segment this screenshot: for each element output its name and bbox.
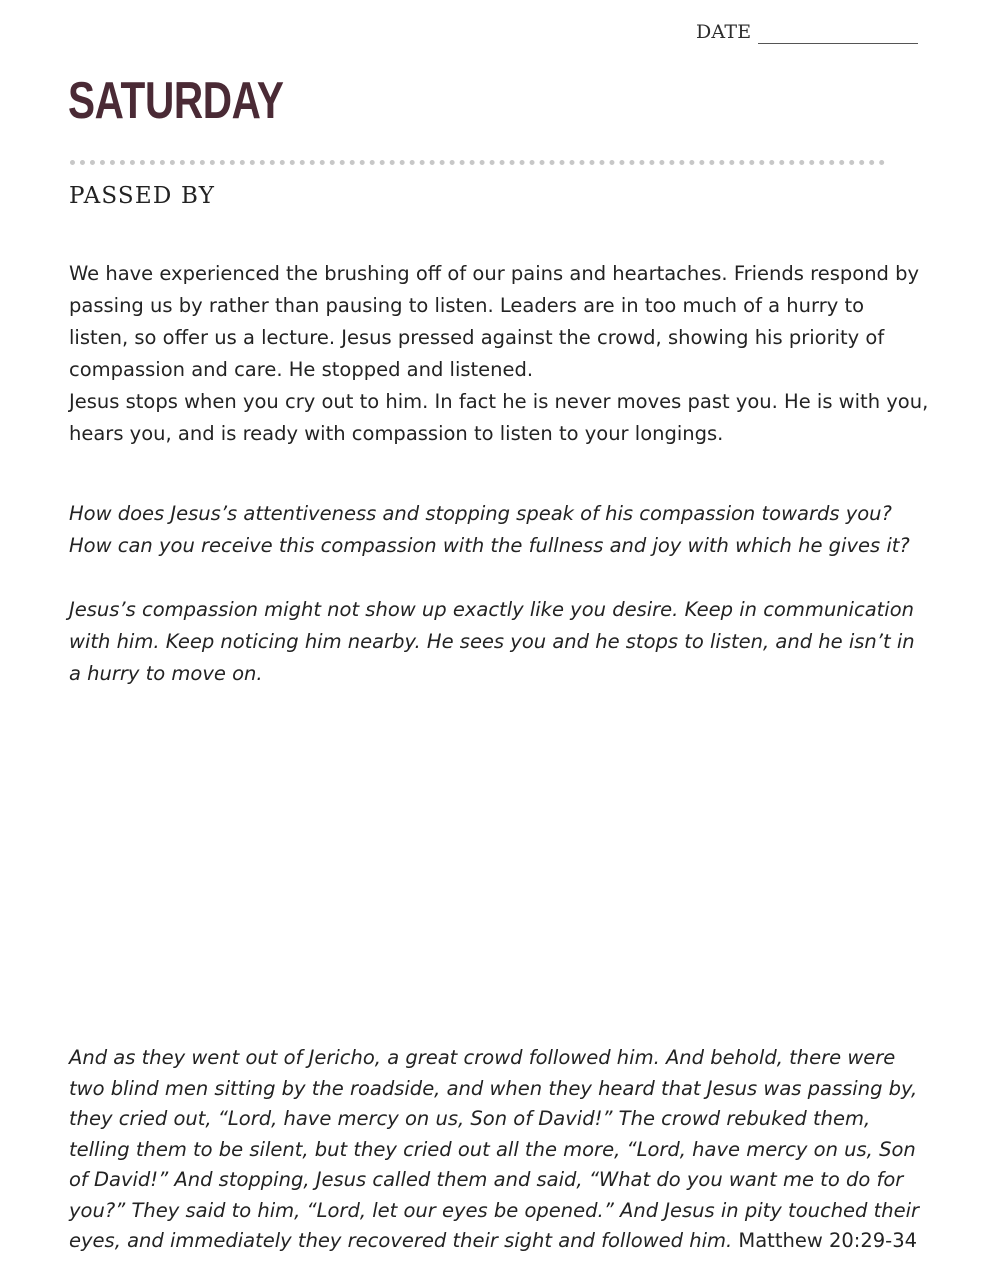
scripture-passage <box>69 1043 929 1257</box>
section-title: PASSED BY <box>69 183 216 209</box>
scripture-text: And as they went out of Jericho, a great crowd followed him. And behold, there were two blind men sitting by the roadside, and when they heard that Jesus was passing by, they cried out, “Lord, have mercy on us, Son of David!” The crowd rebuked them, telling them to be silent, but they cried out all the more, “Lord, have mercy on us, Son of David!” And stopping, Jesus called them and said, “What do you want me to do for you?” They said to him, “Lord, let our eyes be opened.” And Jesus in pity touched their eyes, and immediately they recovered their sight and followed him. <box>69 1046 920 1252</box>
reflection-question-1: How does Jesus’s attentiveness and stopping speak of his compassion towards you? <box>69 502 892 525</box>
date-field[interactable] <box>696 18 918 44</box>
reflection-note: Jesus’s compassion might not show up exactly like you desire. Keep in communication with him. Keep noticing him nearby. He sees you and he stops to listen, and he isn’t in a hurry to move on. <box>69 598 915 685</box>
day-title: SATURDAY <box>68 72 284 130</box>
body-paragraph-2: Jesus stops when you cry out to him. In fact he is never moves past you. He is with you, hears you, and is ready with compassion to listen to your longings. <box>69 390 929 445</box>
scripture-reference: Matthew 20:29-34 <box>738 1229 918 1252</box>
date-blank-line[interactable] <box>758 23 918 44</box>
date-label: DATE <box>696 21 752 43</box>
reflection-question-2: How can you receive this compassion with the fullness and joy with which he gives it? <box>69 534 910 557</box>
dotted-divider <box>70 160 885 165</box>
body-paragraph-1: We have experienced the brushing off of our pains and heartaches. Friends respond by passing us by rather than pausing to listen. Leaders are in too much of a hurry to listen, so offer us a lecture. Jesus pressed against the crowd, showing his priority of compassion and care. He stopped and listened. <box>69 262 920 381</box>
